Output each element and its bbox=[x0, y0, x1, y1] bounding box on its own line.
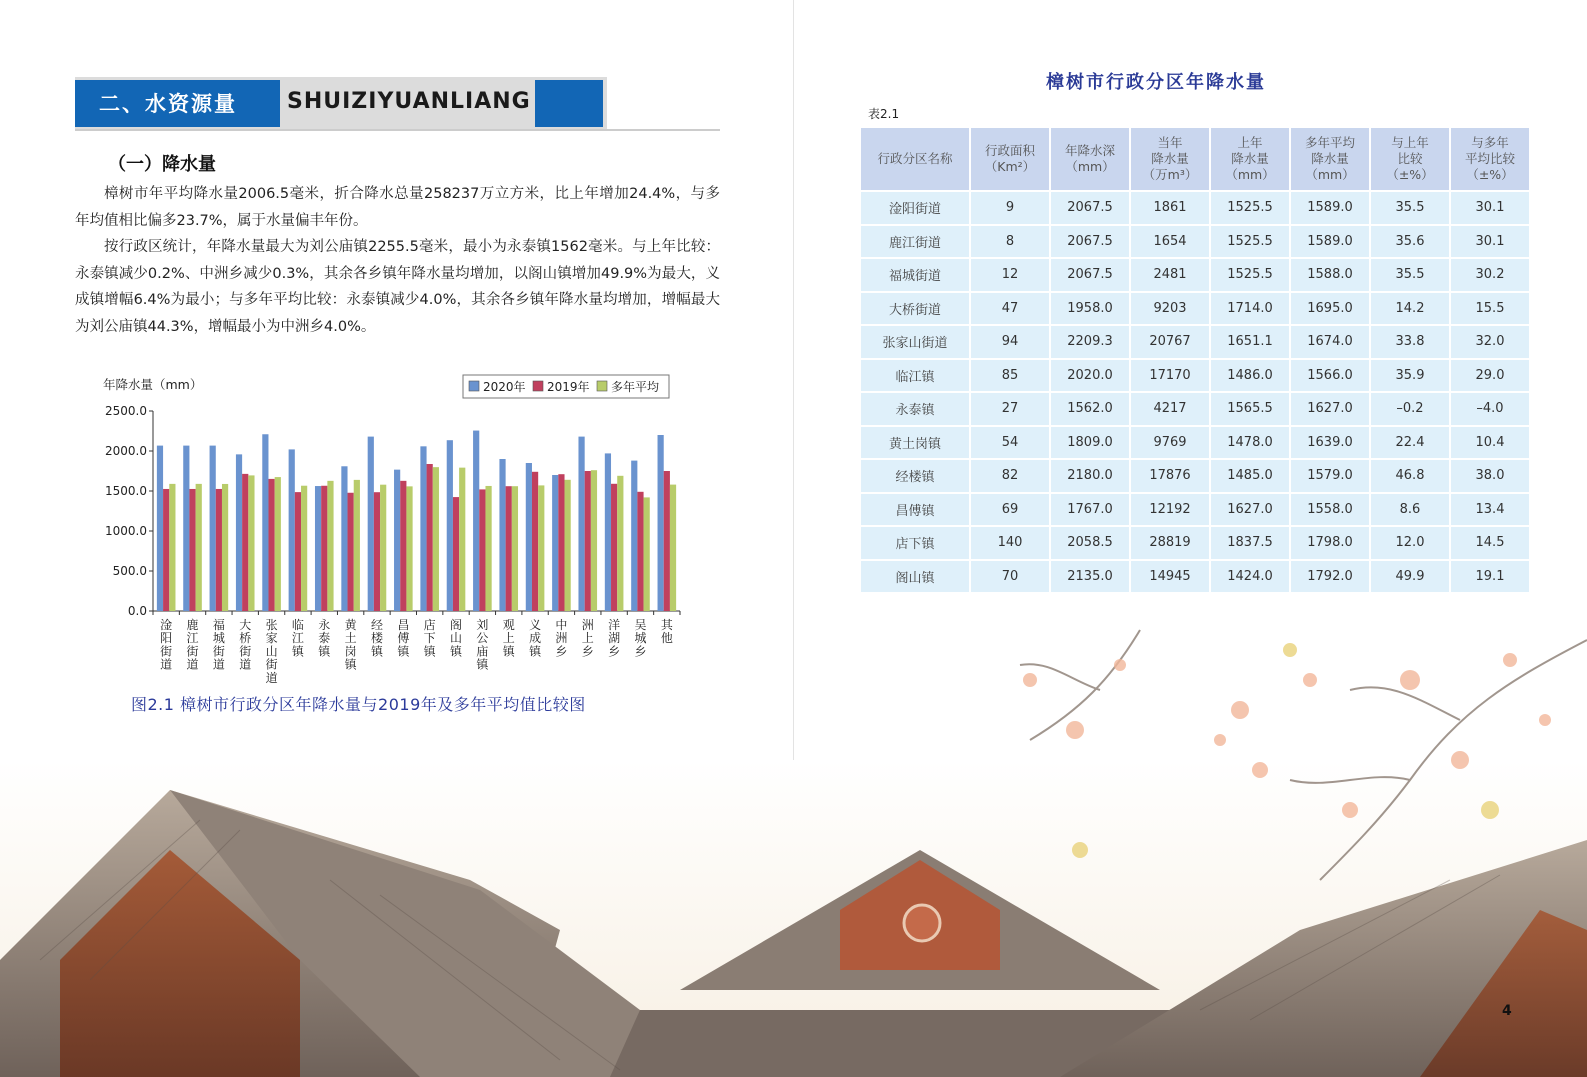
x-tick-label: 阁山镇 bbox=[450, 618, 463, 659]
bar-2019 bbox=[532, 472, 538, 611]
x-tick-label: 经楼镇 bbox=[370, 618, 383, 659]
bar-2019 bbox=[585, 471, 591, 611]
bar-2019 bbox=[506, 486, 512, 611]
bar-2020 bbox=[394, 470, 400, 611]
table-cell: 2067.5 bbox=[1050, 191, 1130, 225]
bar-multi-year-avg bbox=[670, 485, 676, 611]
page-number-right: 4 bbox=[1502, 1003, 1512, 1019]
y-tick-label: 2000.0 bbox=[105, 444, 147, 458]
section-title-cn: 二、水资源量 bbox=[99, 92, 237, 116]
table-header-cell: 上年 降水量 （mm） bbox=[1210, 127, 1290, 191]
table-body bbox=[860, 191, 1530, 593]
bar-2020 bbox=[473, 431, 479, 611]
legend-label: 多年平均 bbox=[611, 380, 660, 394]
bar-2019 bbox=[400, 481, 406, 611]
bar-2019 bbox=[321, 486, 327, 611]
x-tick-label: 店下镇 bbox=[423, 618, 436, 659]
bar-2020 bbox=[631, 461, 637, 611]
table-cell: 2180.0 bbox=[1050, 459, 1130, 493]
bar-2020 bbox=[420, 446, 426, 611]
subheading: （一）降水量 bbox=[108, 154, 216, 175]
bar-2019 bbox=[558, 474, 564, 611]
table-cell: 22.4 bbox=[1370, 426, 1450, 460]
table-cell-region: 大桥街道 bbox=[860, 292, 970, 326]
bar-multi-year-avg bbox=[222, 484, 228, 611]
x-tick-label: 福城街道 bbox=[212, 618, 225, 672]
table-cell: 1627.0 bbox=[1290, 392, 1370, 426]
bar-multi-year-avg bbox=[485, 486, 491, 611]
bar-2019 bbox=[374, 492, 380, 611]
bar-2020 bbox=[315, 486, 321, 611]
table-cell: 17876 bbox=[1130, 459, 1210, 493]
table-cell: 17170 bbox=[1130, 359, 1210, 393]
table-cell: 28819 bbox=[1130, 526, 1210, 560]
table-cell: 9203 bbox=[1130, 292, 1210, 326]
table-cell: 27 bbox=[970, 392, 1050, 426]
table-cell: 1798.0 bbox=[1290, 526, 1370, 560]
bar-2019 bbox=[216, 489, 222, 611]
bar-2020 bbox=[157, 446, 163, 611]
bar-2019 bbox=[664, 471, 670, 611]
bar-multi-year-avg bbox=[644, 497, 650, 611]
bar-2020 bbox=[526, 463, 532, 611]
table-row bbox=[860, 493, 1530, 527]
table-cell: 94 bbox=[970, 325, 1050, 359]
table-cell: 12.0 bbox=[1370, 526, 1450, 560]
bar-multi-year-avg bbox=[538, 485, 544, 611]
bar-2019 bbox=[453, 497, 459, 611]
table-cell: 1565.5 bbox=[1210, 392, 1290, 426]
table-cell: 2481 bbox=[1130, 258, 1210, 292]
y-tick-label: 1000.0 bbox=[105, 524, 147, 538]
table-cell: 15.5 bbox=[1450, 292, 1530, 326]
bar-2020 bbox=[236, 454, 242, 611]
bar-2019 bbox=[348, 493, 354, 611]
table-cell: 19.1 bbox=[1450, 560, 1530, 594]
table-cell: 30.1 bbox=[1450, 225, 1530, 259]
table-cell: –0.2 bbox=[1370, 392, 1450, 426]
bar-2019 bbox=[189, 489, 195, 611]
table-row bbox=[860, 191, 1530, 225]
bar-2019 bbox=[242, 474, 248, 611]
table-cell: 14945 bbox=[1130, 560, 1210, 594]
x-tick-label: 鹿江街道 bbox=[186, 618, 199, 672]
x-tick-label: 临江镇 bbox=[291, 618, 304, 659]
table-cell: 33.8 bbox=[1370, 325, 1450, 359]
x-tick-label: 淦阳街道 bbox=[160, 618, 173, 672]
y-tick-label: 500.0 bbox=[112, 564, 147, 578]
table-cell: 70 bbox=[970, 560, 1050, 594]
table-cell: 2020.0 bbox=[1050, 359, 1130, 393]
section-header bbox=[75, 77, 720, 129]
table-cell: 1792.0 bbox=[1290, 560, 1370, 594]
table-cell: 1958.0 bbox=[1050, 292, 1130, 326]
bar-multi-year-avg bbox=[248, 475, 254, 611]
table-cell: 14.5 bbox=[1450, 526, 1530, 560]
x-tick-label: 吴城乡 bbox=[634, 618, 647, 659]
bar-2020 bbox=[658, 435, 664, 611]
bar-multi-year-avg bbox=[617, 476, 623, 611]
table-cell-region: 昌傅镇 bbox=[860, 493, 970, 527]
table-cell: 13.4 bbox=[1450, 493, 1530, 527]
table-cell: 35.6 bbox=[1370, 225, 1450, 259]
table-number: 表2.1 bbox=[868, 107, 900, 121]
table-cell-region: 店下镇 bbox=[860, 526, 970, 560]
bar-2020 bbox=[368, 437, 374, 611]
table-header-cell: 行政面积 （Km²） bbox=[970, 127, 1050, 191]
bar-multi-year-avg bbox=[433, 467, 439, 611]
table-cell: 1478.0 bbox=[1210, 426, 1290, 460]
table-cell: 82 bbox=[970, 459, 1050, 493]
bar-2020 bbox=[341, 466, 347, 611]
section-header-rule bbox=[75, 129, 720, 131]
table-cell: 2067.5 bbox=[1050, 225, 1130, 259]
table-cell: 1627.0 bbox=[1210, 493, 1290, 527]
bar-2020 bbox=[552, 475, 558, 611]
bar-multi-year-avg bbox=[301, 486, 307, 611]
table-row bbox=[860, 392, 1530, 426]
table-header-row bbox=[860, 127, 1530, 191]
table-cell: 14.2 bbox=[1370, 292, 1450, 326]
bar-2020 bbox=[447, 440, 453, 611]
table-cell: 32.0 bbox=[1450, 325, 1530, 359]
x-tick-label: 中洲乡 bbox=[555, 618, 568, 659]
table-header-cell: 多年平均 降水量 （mm） bbox=[1290, 127, 1370, 191]
bar-multi-year-avg bbox=[196, 484, 202, 611]
table-header-cell: 当年 降水量 （万m³） bbox=[1130, 127, 1210, 191]
bar-2020 bbox=[262, 434, 268, 611]
table-cell: 2067.5 bbox=[1050, 258, 1130, 292]
bar-multi-year-avg bbox=[459, 468, 465, 611]
table-row bbox=[860, 560, 1530, 594]
bar-2019 bbox=[479, 489, 485, 611]
table-cell: 35.5 bbox=[1370, 191, 1450, 225]
table-cell: 1654 bbox=[1130, 225, 1210, 259]
legend-swatch bbox=[469, 381, 479, 391]
bar-multi-year-avg bbox=[169, 484, 175, 611]
bar-multi-year-avg bbox=[406, 486, 412, 611]
bar-2019 bbox=[611, 484, 617, 611]
x-tick-label: 义成镇 bbox=[529, 618, 542, 659]
table-cell: 2058.5 bbox=[1050, 526, 1130, 560]
table-cell-region: 黄土岗镇 bbox=[860, 426, 970, 460]
table-cell: 1562.0 bbox=[1050, 392, 1130, 426]
x-tick-label: 黄土岗镇 bbox=[344, 618, 357, 672]
table-cell-region: 福城街道 bbox=[860, 258, 970, 292]
table-title: 樟树市行政分区年降水量 bbox=[1046, 72, 1266, 93]
table-row bbox=[860, 459, 1530, 493]
paragraph-2: 按行政区统计，年降水量最大为刘公庙镇2255.5毫米，最小为永泰镇1562毫米。与上年比较：永泰镇减少0.2%、中洲乡减少0.3%，其余各乡镇年降水量均增加，以阁山镇增加49.9%为最大，义成镇增幅6.4%为最小；与多年平均比较：永泰镇减少4.0%，其余各乡镇年降水量均增加，增幅最大为刘公庙镇44.3%，增幅最小为中洲乡4.0%。 bbox=[75, 239, 720, 335]
table-header-cell: 年降水深 （mm） bbox=[1050, 127, 1130, 191]
bar-2019 bbox=[268, 479, 274, 611]
table-cell: 1525.5 bbox=[1210, 191, 1290, 225]
x-tick-label: 洋湖乡 bbox=[608, 618, 621, 659]
table-cell-region: 淦阳街道 bbox=[860, 191, 970, 225]
table-cell-region: 临江镇 bbox=[860, 359, 970, 393]
bar-2020 bbox=[289, 449, 295, 611]
x-tick-label: 大桥街道 bbox=[239, 618, 252, 672]
table-row bbox=[860, 526, 1530, 560]
table-cell: 12192 bbox=[1130, 493, 1210, 527]
y-axis-label: 年降水量（mm） bbox=[103, 377, 203, 392]
x-tick-label: 昌傅镇 bbox=[397, 618, 410, 659]
bar-2019 bbox=[295, 492, 301, 611]
section-title-en: SHUIZIYUANLIANG bbox=[287, 89, 531, 114]
bar-multi-year-avg bbox=[380, 485, 386, 611]
table-cell: 9769 bbox=[1130, 426, 1210, 460]
bar-2020 bbox=[605, 453, 611, 611]
table-cell-region: 鹿江街道 bbox=[860, 225, 970, 259]
bar-2019 bbox=[637, 492, 643, 611]
table-row bbox=[860, 359, 1530, 393]
table-cell: 54 bbox=[970, 426, 1050, 460]
table-cell: 1525.5 bbox=[1210, 258, 1290, 292]
bar-2020 bbox=[578, 437, 584, 611]
table-cell-region: 经楼镇 bbox=[860, 459, 970, 493]
table-cell: 1589.0 bbox=[1290, 225, 1370, 259]
legend-label: 2019年 bbox=[547, 380, 590, 394]
table-cell: 1525.5 bbox=[1210, 225, 1290, 259]
legend-swatch bbox=[597, 381, 607, 391]
legend-swatch bbox=[533, 381, 543, 391]
x-tick-label: 张家山街道 bbox=[265, 618, 278, 685]
table-header-cell: 行政分区名称 bbox=[860, 127, 970, 191]
table-cell: 38.0 bbox=[1450, 459, 1530, 493]
table-cell: 46.8 bbox=[1370, 459, 1450, 493]
y-tick-label: 0.0 bbox=[127, 604, 147, 618]
bar-multi-year-avg bbox=[327, 481, 333, 611]
bar-2019 bbox=[163, 489, 169, 611]
table-cell: –4.0 bbox=[1450, 392, 1530, 426]
bar-multi-year-avg bbox=[275, 477, 281, 611]
bar-2019 bbox=[427, 464, 433, 611]
table-cell: 1424.0 bbox=[1210, 560, 1290, 594]
table-cell: 30.2 bbox=[1450, 258, 1530, 292]
table-cell: 1714.0 bbox=[1210, 292, 1290, 326]
rainfall-bar-chart bbox=[95, 370, 715, 690]
bar-2020 bbox=[183, 446, 189, 611]
y-tick-label: 1500.0 bbox=[105, 484, 147, 498]
table-cell: 1485.0 bbox=[1210, 459, 1290, 493]
x-tick-label: 洲上乡 bbox=[581, 618, 594, 659]
table-row bbox=[860, 325, 1530, 359]
table-cell: 1639.0 bbox=[1290, 426, 1370, 460]
x-tick-label: 其他 bbox=[660, 618, 673, 646]
table-row bbox=[860, 292, 1530, 326]
bar-multi-year-avg bbox=[591, 470, 597, 611]
table-cell: 47 bbox=[970, 292, 1050, 326]
table-header-cell: 与多年 平均比较 （±%） bbox=[1450, 127, 1530, 191]
table-cell: 2135.0 bbox=[1050, 560, 1130, 594]
table-cell: 1486.0 bbox=[1210, 359, 1290, 393]
table-cell: 29.0 bbox=[1450, 359, 1530, 393]
table-cell: 140 bbox=[970, 526, 1050, 560]
section-header-blue-tab bbox=[535, 80, 603, 127]
table-cell: 1837.5 bbox=[1210, 526, 1290, 560]
table-cell: 10.4 bbox=[1450, 426, 1530, 460]
table-cell: 1861 bbox=[1130, 191, 1210, 225]
table-cell: 69 bbox=[970, 493, 1050, 527]
table-cell: 1695.0 bbox=[1290, 292, 1370, 326]
table-cell: 1809.0 bbox=[1050, 426, 1130, 460]
table-cell: 8.6 bbox=[1370, 493, 1450, 527]
table-row bbox=[860, 426, 1530, 460]
bar-multi-year-avg bbox=[512, 486, 518, 611]
table-cell: 85 bbox=[970, 359, 1050, 393]
table-cell: 8 bbox=[970, 225, 1050, 259]
table-cell-region: 永泰镇 bbox=[860, 392, 970, 426]
blossom-branch-illustration bbox=[990, 620, 1587, 890]
table-cell: 1767.0 bbox=[1050, 493, 1130, 527]
table-cell: 1589.0 bbox=[1290, 191, 1370, 225]
table-cell: 49.9 bbox=[1370, 560, 1450, 594]
table-cell-region: 阁山镇 bbox=[860, 560, 970, 594]
x-tick-label: 观上镇 bbox=[502, 618, 515, 659]
table-cell: 30.1 bbox=[1450, 191, 1530, 225]
legend-label: 2020年 bbox=[483, 380, 526, 394]
table-cell: 35.9 bbox=[1370, 359, 1450, 393]
table-cell: 1674.0 bbox=[1290, 325, 1370, 359]
table-cell: 1579.0 bbox=[1290, 459, 1370, 493]
table-cell: 20767 bbox=[1130, 325, 1210, 359]
rainfall-table bbox=[859, 126, 1531, 594]
table-cell-region: 张家山街道 bbox=[860, 325, 970, 359]
table-cell: 12 bbox=[970, 258, 1050, 292]
table-cell: 9 bbox=[970, 191, 1050, 225]
x-tick-label: 刘公庙镇 bbox=[476, 618, 489, 672]
table-cell: 1558.0 bbox=[1290, 493, 1370, 527]
bar-multi-year-avg bbox=[565, 480, 571, 611]
x-tick-label: 永泰镇 bbox=[318, 618, 331, 659]
table-cell: 1566.0 bbox=[1290, 359, 1370, 393]
table-header-cell: 与上年 比较 （±%） bbox=[1370, 127, 1450, 191]
table-cell: 4217 bbox=[1130, 392, 1210, 426]
bar-2020 bbox=[499, 459, 505, 611]
paragraph-1: 樟树市年平均降水量2006.5毫米，折合降水总量258237万立方米，比上年增加24.4%，与多年均值相比偏多23.7%，属于水量偏丰年份。 bbox=[75, 186, 720, 229]
bar-2020 bbox=[210, 446, 216, 611]
y-tick-label: 2500.0 bbox=[105, 404, 147, 418]
table-cell: 35.5 bbox=[1370, 258, 1450, 292]
table-row bbox=[860, 258, 1530, 292]
table-cell: 1651.1 bbox=[1210, 325, 1290, 359]
figure-caption: 图2.1 樟树市行政分区年降水量与2019年及多年平均值比较图 bbox=[131, 695, 586, 714]
table-cell: 1588.0 bbox=[1290, 258, 1370, 292]
table-cell: 2209.3 bbox=[1050, 325, 1130, 359]
bar-multi-year-avg bbox=[354, 480, 360, 611]
table-row bbox=[860, 225, 1530, 259]
